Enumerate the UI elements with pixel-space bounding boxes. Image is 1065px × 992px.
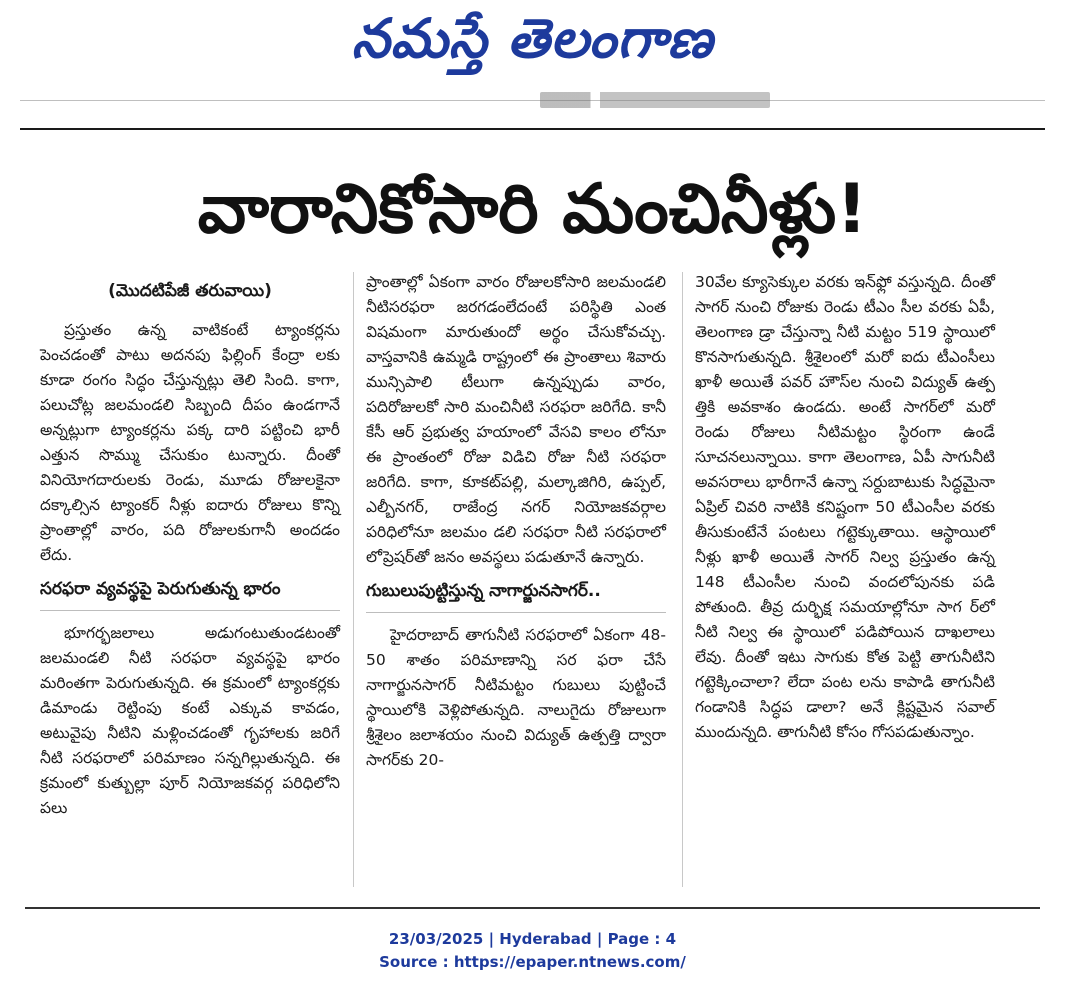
paragraph: ప్రస్తుతం ఉన్న వాటికంటే ట్యాంకర్లను పెంచడంతో పాటు అదనపు ఫిల్లింగ్ కేంద్రా లకు కూడా రంగం సిద్ధం చేస్తున్నట్లు తెలి సింది. కాగా, పలుచోట్ల జలమండలి సిబ్బంది దీపం ఉండగానే అన్నట్లుగా ట్యాంకర్లను పక్క దారి పట్టించి భారీ ఎత్తున సొమ్ము చేసుకుం టున్నారు. దీంతో వినియోగదారులకు రెండు, మూడు రోజులకైనా దక్కాల్సిన ట్యాంకర్ నీళ్లు ఐదారు రోజులు కొన్ని ప్రాంతాల్లో వారం, పది రోజులకుగానీ అందడం లేదు.: [40, 321, 340, 564]
column-divider: [353, 272, 354, 887]
article-headline: వారానికోసారి మంచినీళ్లు!: [197, 170, 868, 249]
article-column-2: [366, 270, 666, 773]
paragraph: 30వేల క్యూసెక్కుల వరకు ఇన్‌ఫ్లో వస్తున్నది. దీంతో సాగర్ నుంచి రోజుకు రెండు టీఎం సీల వరకు ఏపీ, తెలంగాణ డ్రా చేస్తున్నా నీటి మట్టం 519 స్థాయిలో కొనసాగుతున్నది. శ్రీశైలంలో మరో ఐదు టీఎంసీలు ఖాళీ అయితే పవర్ హౌస్‌ల నుంచి విద్యుత్ ఉత్ప త్తికి అవకాశం ఉండదు. అంటే సాగర్‌లో మరో రెండు రోజులు నీటిమట్టం స్థిరంగా ఉండే సూచనలున్నాయి. కాగా తెలంగాణ, ఏపీ సాగునీటి అవసరాలు భారీగానే ఉన్నా సర్దుబాటుకు సిద్ధమైనా ఏప్రిల్ చివరి నాటికి కనిష్టంగా 50 టీఎంసీల వరకు తీసుకుంటేనే పంటలు గట్టెక్కుతాయి. ఆస్థాయిలో నీళ్లు ఖాళీ అయితే సాగర్ నిల్వ ప్రస్తుతం ఉన్న 148 టీఎంసీల నుంచి వందలోపునకు పడి పోతుంది. తీవ్ర దుర్భిక్ష సమయాల్లోనూ సాగ ర్‌లో నీటి నిల్వ ఈ స్థాయిలో పడిపోయిన దాఖలాలు లేవు. దీంతో ఇటు సాగుకు కోత పెట్టి తాగునీటిని గట్టెక్కించాలా? లేదా పంట లను కాపాడి తాగునీటి గండానికి సిద్ధప డాలా? అనే క్లిష్టమైన సవాల్ ముందున్నది. తాగునీటి కోసం గోసపడుతున్నాం.: [695, 273, 995, 741]
continuation-kicker: (మొదటిపేజీ తరువాయి): [108, 281, 272, 301]
footer-date-edition: 23/03/2025 | Hyderabad | Page : 4: [388, 930, 677, 948]
newspaper-logo: నమస్తే తెలంగాణ: [351, 7, 714, 70]
masthead: [0, 6, 1065, 72]
paragraph: హైదరాబాద్ తాగునీటి సరఫరాలో ఏకంగా 48-50 శాతం పరిమాణాన్ని సర ఫరా చేసే నాగార్జునసాగర్ నీటిమట్టం గుబులు పుట్టించే స్థాయిలోకి వెళ్లిపోతున్నది. నాలుగైదు రోజులుగా శ్రీశైలం జలాశయం నుంచి విద్యుత్ ఉత్పత్తి ద్వారా సాగర్‌కు 20-: [366, 626, 666, 769]
article-column-3: [695, 270, 995, 745]
headline-rule: [20, 128, 1045, 130]
faded-header-strip: [540, 92, 770, 108]
top-rule: [20, 100, 1045, 101]
paragraph: ప్రాంతాల్లో ఏకంగా వారం రోజులకోసారి జలమండలి నీటిసరఫరా జరగడంలేదంటే పరిస్థితి ఎంత విషమంగా మారుతుందో అర్థం చేసుకోవచ్చు. వాస్తవానికి ఉమ్మడి రాష్ట్రంలో ఈ ప్రాంతాలు శివారు మున్సిపాలి టీలుగా ఉన్నప్పుడు వారం, పదిరోజులకో సారి మంచినీటి సరఫరా జరిగేది. కానీ కేసీ ఆర్ ప్రభుత్వ హయాంలో వేసవి కాలం లోనూ ఈ ప్రాంతంలో రోజు విడిచి రోజు నీటి సరఫరా జరిగేది. కాగా, కూకట్‌పల్లి, మల్కాజిగిరి, ఉప్పల్, ఎల్బీనగర్, రాజేంద్ర నగర్ నియోజకవర్గాల పరిధిలోనూ జలమం డలి సరఫరా నీటి సరఫరాలో లోప్రెషర్‌తో జనం అవస్థలు పడుతూనే ఉన్నారు.: [366, 273, 666, 566]
column-divider: [682, 272, 683, 887]
bottom-rule: [25, 907, 1040, 909]
footer-source-link[interactable]: Source : https://epaper.ntnews.com/: [379, 953, 686, 971]
paragraph: భూగర్భజలాలు అడుగంటుతుండటంతో జలమండలి నీటి సరఫరా వ్యవస్థపై భారం మరింతగా పెరుగుతున్నది. ఈ క్రమంలో ట్యాంకర్లకు డిమాండు రెట్టింపు కంటే ఎక్కువ కావడం, అటువైపు నీటిని మళ్లించడంతో గృహాలకు జరిగే నీటి సరఫరాలో పరిమాణం సన్నగిల్లుతున్నది. ఈ క్రమంలో కుత్బుల్లా పూర్ నియోజకవర్గ పరిధిలోని పలు: [40, 624, 340, 817]
section-subhead: గుబులుపుట్టిస్తున్న నాగార్జునసాగర్..: [366, 578, 666, 613]
section-subhead: సరఫరా వ్యవస్థపై పెరుగుతున్న భారం: [40, 576, 340, 611]
article-column-1: [40, 270, 340, 821]
